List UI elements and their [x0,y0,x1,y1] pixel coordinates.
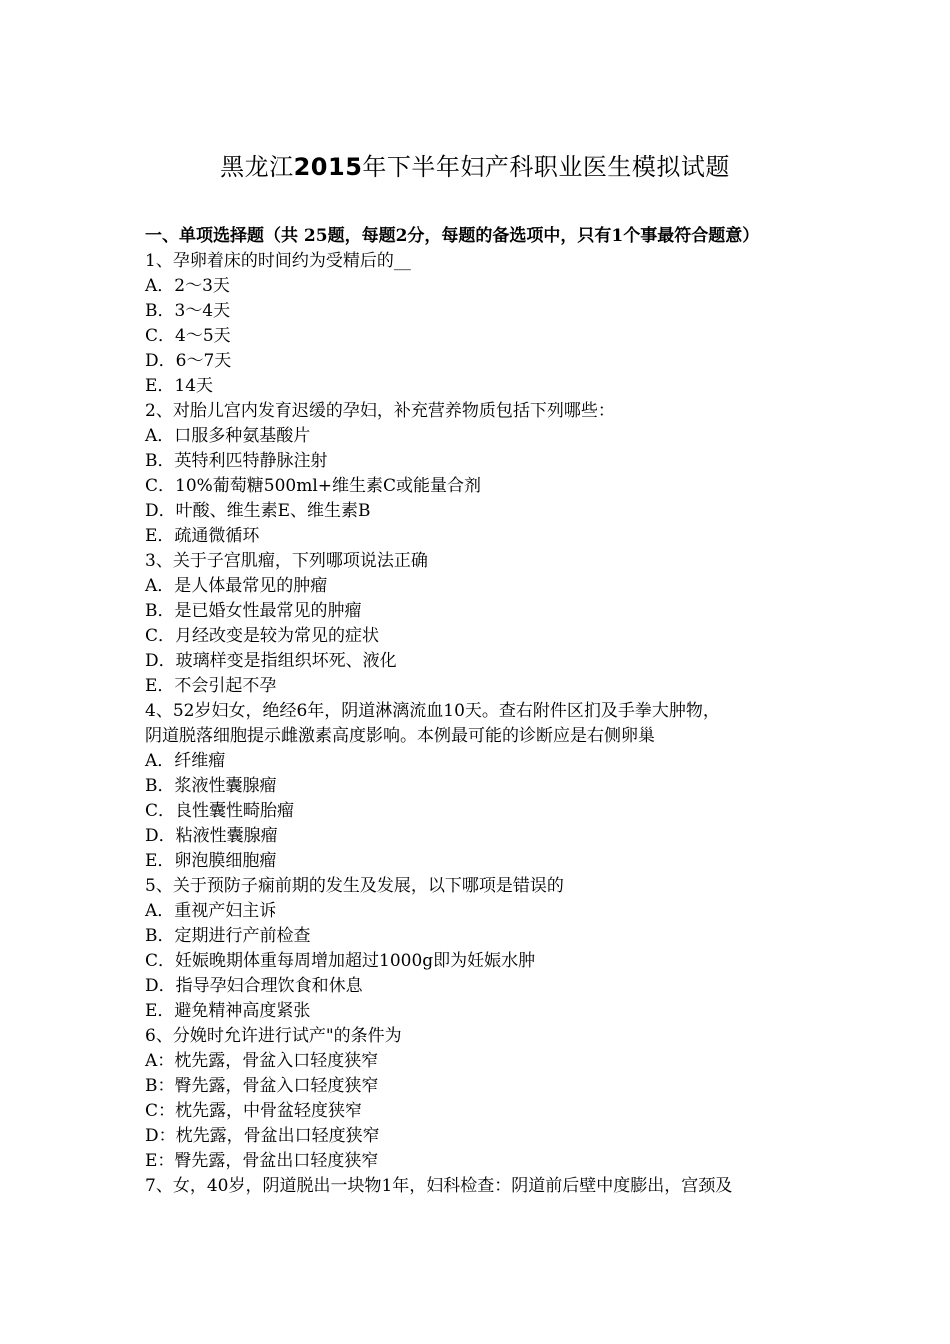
document-line: B．3～4天 [145,301,231,321]
document-line: E．避免精神高度紧张 [145,1001,311,1021]
document-line: C．良性囊性畸胎瘤 [145,801,295,821]
document-line: A：枕先露，骨盆入口轻度狭窄 [145,1051,379,1071]
document-line: C．月经改变是较为常见的症状 [145,626,380,646]
document-line: E．卵泡膜细胞瘤 [145,851,277,871]
document-line: C．4～5天 [145,326,231,346]
title-prefix: 黑龙江 [220,153,294,181]
document-line: B：臀先露，骨盆入口轻度狭窄 [145,1076,379,1096]
document-line: A．2～3天 [145,276,230,296]
document-line: D．叶酸、维生素E、维生素B [145,501,371,521]
document-line: D．粘液性囊腺瘤 [145,826,278,846]
document-line: B．是已婚女性最常见的肿瘤 [145,601,362,621]
document-line: E．不会引起不孕 [145,676,277,696]
document-line: A．重视产妇主诉 [145,901,277,921]
document-title [0,150,950,184]
document-line: E．疏通微循环 [145,526,260,546]
document-line: C：枕先露，中骨盆轻度狭窄 [145,1101,363,1121]
document-line: 阴道脱落细胞提示雌激素高度影响。本例最可能的诊断应是右侧卵巢 [145,726,655,746]
document-line: C．10%葡萄糖500ml+维生素C或能量合剂 [145,476,482,496]
document-line: 2、对胎儿宫内发育迟缓的孕妇，补充营养物质包括下列哪些： [145,401,615,421]
document-line: 1、孕卵着床的时间约为受精后的__ [145,251,411,271]
question-list [145,249,810,1199]
document-line: A．是人体最常见的肿瘤 [145,576,328,596]
document-line: D．玻璃样变是指组织坏死、液化 [145,651,397,671]
document-body [145,224,810,1199]
document-line: 3、关于子宫肌瘤，下列哪项说法正确 [145,551,428,571]
document-line: A．纤维瘤 [145,751,226,771]
title-year: 2015 [293,153,363,181]
document-line: B．定期进行产前检查 [145,926,311,946]
document-line: B．英特利匹特静脉注射 [145,451,328,471]
document-line: B．浆液性囊腺瘤 [145,776,277,796]
document-line: D：枕先露，骨盆出口轻度狭窄 [145,1126,380,1146]
document-line: D．6～7天 [145,351,232,371]
title-suffix: 年下半年妇产科职业医生模拟试题 [362,153,730,181]
document-line: E：臀先露，骨盆出口轻度狭窄 [145,1151,379,1171]
document-line: 5、关于预防子痫前期的发生及发展，以下哪项是错误的 [145,876,564,896]
document-line: 6、分娩时允许进行试产"的条件为 [145,1026,402,1046]
document-line: 4、52岁妇女，绝经6年，阴道淋漓流血10天。查右附件区扪及手拳大肿物， [145,701,720,721]
document-line: 7、女，40岁，阴道脱出一块物1年，妇科检查：阴道前后壁中度膨出，宫颈及 [145,1176,733,1196]
document-line: E．14天 [145,376,214,396]
section-heading: 一、单项选择题（共 25题，每题2分，每题的备选项中，只有1个事最符合题意） [145,226,760,246]
document-line: A．口服多种氨基酸片 [145,426,311,446]
document-line: C．妊娠晚期体重每周增加超过1000g即为妊娠水肿 [145,951,536,971]
document-line: D．指导孕妇合理饮食和休息 [145,976,363,996]
